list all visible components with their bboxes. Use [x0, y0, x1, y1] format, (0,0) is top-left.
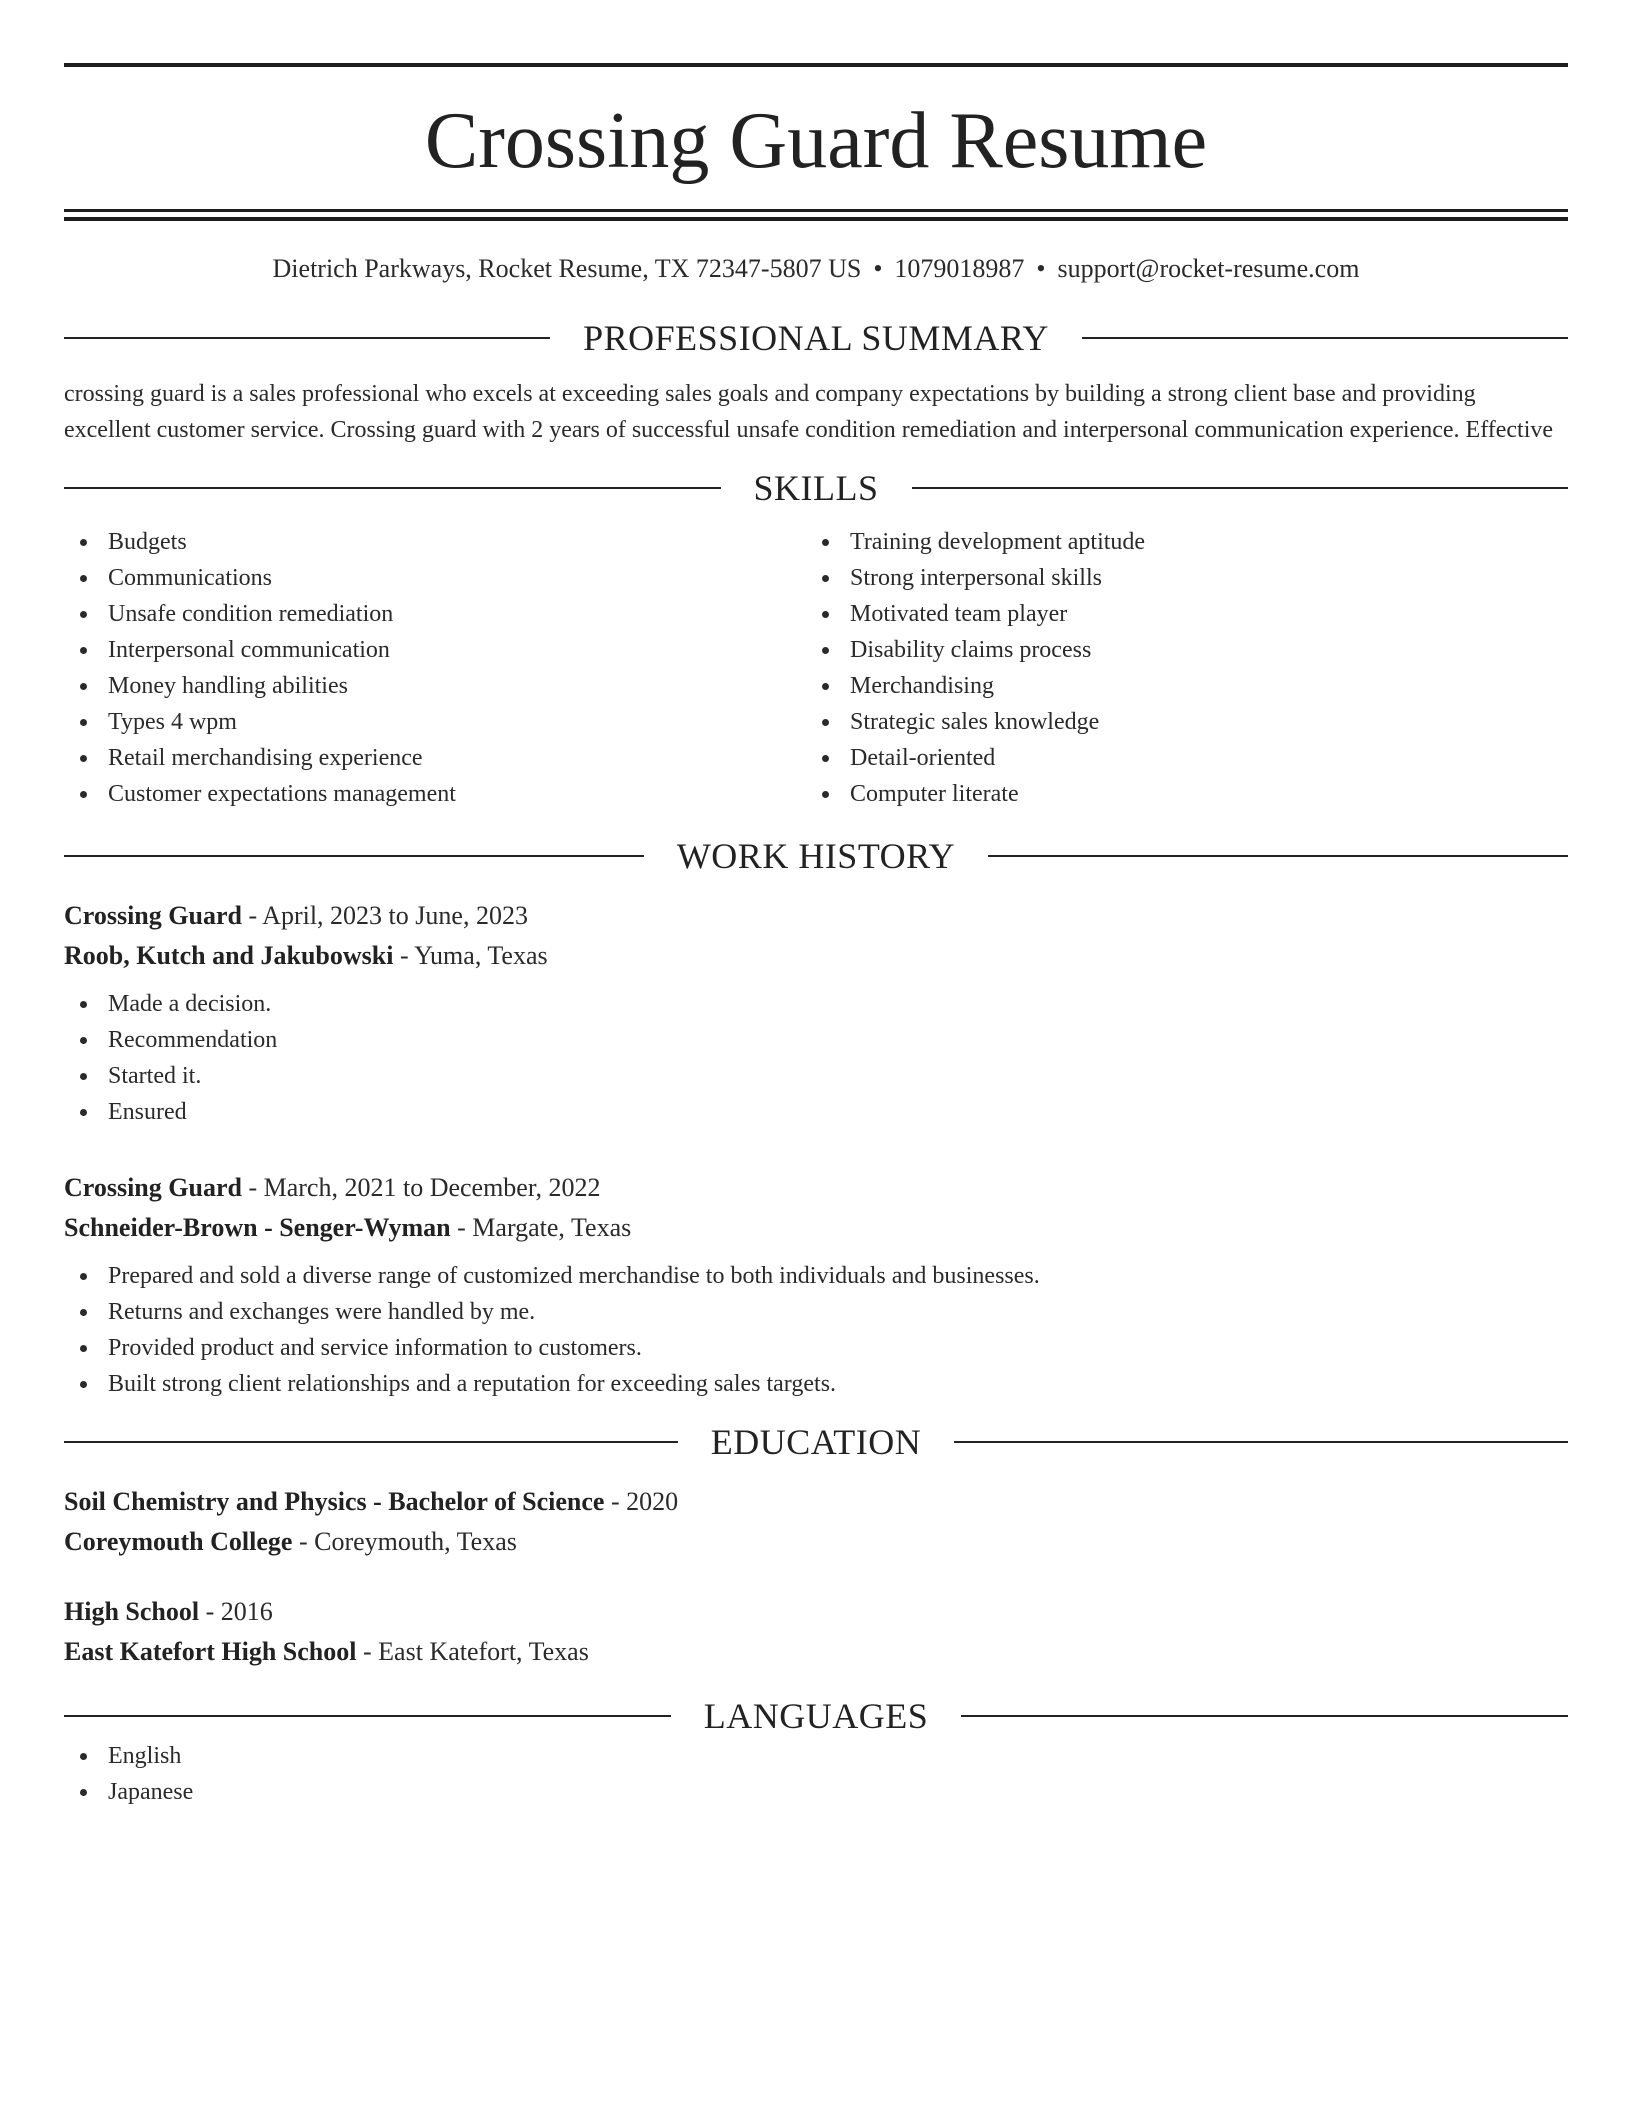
education-heading: EDUCATION	[710, 1422, 922, 1462]
education-degree: Soil Chemistry and Physics - Bachelor of Science	[64, 1487, 605, 1516]
top-rule	[64, 63, 1568, 67]
skill-item: Budgets	[64, 524, 806, 560]
skill-item: Money handling abilities	[64, 668, 806, 704]
education-location: - East Katefort, Texas	[356, 1637, 589, 1666]
languages-section-heading	[64, 1694, 1568, 1738]
heading-rule-left	[64, 337, 550, 339]
skills-column-right	[806, 524, 1548, 812]
contact-line	[64, 252, 1568, 286]
job-duty: Returns and exchanges were handled by me.	[64, 1294, 1568, 1330]
job-company: Schneider-Brown - Senger-Wyman	[64, 1213, 451, 1242]
job-location: - Margate, Texas	[450, 1213, 632, 1242]
education-school: East Katefort High School	[64, 1637, 357, 1666]
skill-item: Disability claims process	[806, 632, 1548, 668]
education-year: - 2020	[604, 1487, 679, 1516]
skill-item: Interpersonal communication	[64, 632, 806, 668]
contact-address: Dietrich Parkways, Rocket Resume, TX 72347-5807 US	[272, 254, 862, 283]
job-entry	[64, 1168, 1568, 1402]
education-location: - Coreymouth, Texas	[292, 1527, 517, 1556]
skill-item: Communications	[64, 560, 806, 596]
job-duty: Built strong client relationships and a reputation for exceeding sales targets.	[64, 1366, 1568, 1402]
education-degree-line	[64, 1592, 1568, 1632]
education-school: Coreymouth College	[64, 1527, 293, 1556]
work-section-heading	[64, 834, 1568, 878]
contact-phone: 1079018987	[894, 254, 1025, 283]
skill-item: Motivated team player	[806, 596, 1548, 632]
contact-email: support@rocket-resume.com	[1057, 254, 1360, 283]
job-duty: Provided product and service information to customers.	[64, 1330, 1568, 1366]
education-degree: High School	[64, 1597, 200, 1626]
job-duty: Recommendation	[64, 1022, 1568, 1058]
heading-rule-left	[64, 855, 644, 857]
job-company-line	[64, 1208, 1568, 1248]
job-title-line	[64, 896, 1568, 936]
job-duty: Started it.	[64, 1058, 1568, 1094]
heading-rule-right	[988, 855, 1568, 857]
heading-rule-left	[64, 1715, 671, 1717]
education-year: - 2016	[199, 1597, 273, 1626]
education-degree-line	[64, 1482, 1568, 1522]
work-heading: WORK HISTORY	[676, 836, 956, 876]
skill-item: Customer expectations management	[64, 776, 806, 812]
page-title: Crossing Guard Resume	[424, 97, 1208, 185]
education-entry	[64, 1482, 1568, 1562]
heading-rule-right	[912, 487, 1569, 489]
heading-rule-left	[64, 487, 721, 489]
education-entry	[64, 1592, 1568, 1672]
job-title: Crossing Guard	[64, 901, 242, 930]
job-entry	[64, 896, 1568, 1130]
job-title-line	[64, 1168, 1568, 1208]
skills-section-heading	[64, 466, 1568, 510]
job-company: Roob, Kutch and Jakubowski	[64, 941, 394, 970]
contact-separator: •	[873, 254, 883, 283]
job-company-line	[64, 936, 1568, 976]
languages-heading: LANGUAGES	[703, 1696, 929, 1736]
skill-item: Types 4 wpm	[64, 704, 806, 740]
job-title: Crossing Guard	[64, 1173, 242, 1202]
language-item: Japanese	[64, 1774, 1568, 1810]
education-section-heading	[64, 1420, 1568, 1464]
job-location: - Yuma, Texas	[393, 941, 548, 970]
skill-item: Detail-oriented	[806, 740, 1548, 776]
heading-rule-right	[961, 1715, 1568, 1717]
skills-column-left	[64, 524, 806, 812]
heading-rule-right	[954, 1441, 1568, 1443]
summary-section-heading	[64, 316, 1568, 360]
skill-item: Strategic sales knowledge	[806, 704, 1548, 740]
languages-list	[64, 1738, 1568, 1810]
heading-rule-right	[1082, 337, 1568, 339]
resume-page	[64, 0, 1568, 1810]
language-item: English	[64, 1738, 1568, 1774]
summary-text: crossing guard is a sales professional who excels at exceeding sales goals and company expectations by building a strong client base and providing excellent customer service. Crossing guard with 2 years of successful unsafe condition remediation and interpersonal communication experience. Effective	[64, 381, 1554, 443]
job-dates: - March, 2021 to December, 2022	[241, 1173, 601, 1202]
title-rule-upper	[64, 209, 1568, 212]
skills-heading: SKILLS	[753, 468, 879, 508]
skill-item: Training development aptitude	[806, 524, 1548, 560]
job-duty: Made a decision.	[64, 986, 1568, 1022]
skill-item: Unsafe condition remediation	[64, 596, 806, 632]
skill-item: Merchandising	[806, 668, 1548, 704]
skills-grid	[64, 524, 1568, 812]
education-school-line	[64, 1522, 1568, 1562]
summary-heading: PROFESSIONAL SUMMARY	[583, 318, 1049, 358]
job-duty: Prepared and sold a diverse range of customized merchandise to both individuals and businesses.	[64, 1258, 1568, 1294]
skill-item: Strong interpersonal skills	[806, 560, 1548, 596]
job-dates: - April, 2023 to June, 2023	[241, 901, 528, 930]
skill-item: Computer literate	[806, 776, 1548, 812]
heading-rule-left	[64, 1441, 678, 1443]
skill-item: Retail merchandising experience	[64, 740, 806, 776]
contact-separator: •	[1036, 254, 1046, 283]
job-duty: Ensured	[64, 1094, 1568, 1130]
education-school-line	[64, 1632, 1568, 1672]
title-rule-lower	[64, 217, 1568, 221]
